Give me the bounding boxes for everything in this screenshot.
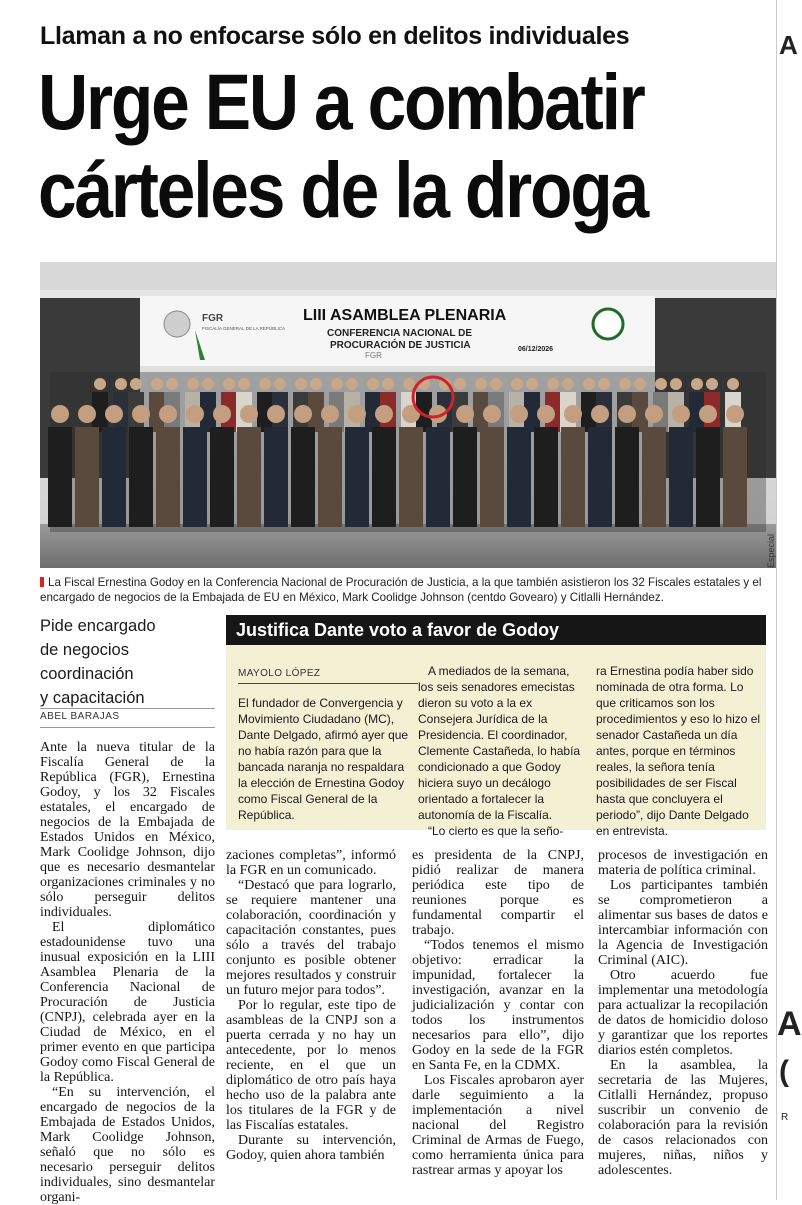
article-paragraph: Los Fiscales aprobaron ayer darle seguimiento a la implementación a nivel nacional del Registro Criminal de Armas de Fuego, como herramienta única para rastrear armas y apoyar los xyxy=(412,1073,584,1178)
person-head xyxy=(310,378,322,390)
person-figure xyxy=(696,427,720,527)
side-head-line: de negocios xyxy=(40,641,129,659)
photo-illustration xyxy=(40,262,776,568)
fgr-center-text: FGR xyxy=(365,351,382,360)
person-head xyxy=(78,405,96,423)
caption-marker xyxy=(40,577,44,587)
box-paragraph: “Lo cierto es que la seño- xyxy=(428,824,564,838)
person-head xyxy=(726,405,744,423)
box-title: Justifica Dante voto a favor de Godoy xyxy=(226,615,766,645)
person-head xyxy=(294,405,312,423)
article-column-4 xyxy=(598,848,768,1178)
person-head xyxy=(591,405,609,423)
article-paragraph: El diplomático estadounidense tuvo una inusual exposición en la LIII Asamblea Plenaria de la Conferencia Nacional de Procuración de Justicia (CNPJ), celebrada ayer en la Ciudad de México, en el primer evento en que participa Godoy como Fiscal General de la República. xyxy=(40,920,215,1085)
edge-letter: ( xyxy=(779,1055,789,1088)
person-figure xyxy=(291,427,315,527)
banner-subtitle-2: PROCURACIÓN DE JUSTICIA xyxy=(330,340,471,351)
person-figure xyxy=(237,427,261,527)
side-head-line: Pide encargado xyxy=(40,617,156,635)
person-head xyxy=(670,378,682,390)
article-column-2 xyxy=(226,848,396,1163)
kicker: Llaman a no enfocarse sólo en delitos individuales xyxy=(40,22,630,50)
person-head xyxy=(562,378,574,390)
fgr-logo-small: FISCALÍA GENERAL DE LA REPÚBLICA xyxy=(202,326,286,331)
person-head xyxy=(94,378,106,390)
person-figure xyxy=(210,427,234,527)
box-paragraph: ra Ernestina podía haber sido nominada de otra forma. Lo que criticamos son los procedimientos y eso lo hizo el senador Castañeda un día antes, porque en términos reales, la señora tenía posibilidades de ser Fiscal hasta que concluyera el periodo”, dijo Dante Delgado en entrevista. xyxy=(596,664,761,838)
byline-rule-bottom xyxy=(40,727,215,728)
person-head xyxy=(223,378,235,390)
person-head xyxy=(454,378,466,390)
person-head xyxy=(583,378,595,390)
person-figure xyxy=(183,427,207,527)
article-paragraph: Los participantes también se comprometieron a alimentar sus bases de datos e intercambiar información con la Agencia de Investigación Criminal (AIC). xyxy=(598,878,768,968)
edge-letter: A xyxy=(779,30,798,60)
person-head xyxy=(238,378,250,390)
person-figure xyxy=(642,427,666,527)
person-head xyxy=(274,378,286,390)
person-head xyxy=(331,378,343,390)
person-head xyxy=(115,378,127,390)
person-head xyxy=(655,378,667,390)
person-head xyxy=(511,378,523,390)
person-head xyxy=(105,405,123,423)
adjacent-page-edge xyxy=(776,0,802,1200)
person-head xyxy=(130,378,142,390)
person-head xyxy=(475,378,487,390)
article-paragraph: “En su intervención, el encargado de negocios de la Embajada de Estados Unidos, Mark Coolidge Johnson, señaló que no sólo es necesario perseguir delitos individuales, sino desmantelar organi- xyxy=(40,1085,215,1205)
person-figure xyxy=(453,427,477,527)
article-byline: ABEL BARAJAS xyxy=(40,711,120,722)
person-figure xyxy=(534,427,558,527)
banner-title: LIII ASAMBLEA PLENARIA xyxy=(303,307,507,324)
person-head xyxy=(645,405,663,423)
article-paragraph: Ante la nueva titular de la Fiscalía General de la República (FGR), Ernestina Godoy, y los 32 Fiscales estatales, el encargado de negocios de la Embajada de Estados Unidos en México, Mark Coolidge Johnson, dijo que es necesario desmantelar organizaciones criminales y no sólo perseguir delitos individuales. xyxy=(40,740,215,920)
person-head xyxy=(510,405,528,423)
person-head xyxy=(186,405,204,423)
box-paragraph: El fundador de Convergencia y Movimiento Ciudadano (MC), Dante Delgado, afirmó ayer que no había razón para que la bancada naranja no respaldara la elección de Ernestina Godoy como Fiscal General de la República. xyxy=(238,696,409,822)
side-head-line: coordinación xyxy=(40,665,134,683)
person-head xyxy=(727,378,739,390)
photo-caption xyxy=(40,575,780,605)
person-figure xyxy=(561,427,585,527)
person-head xyxy=(202,378,214,390)
article-column-1 xyxy=(40,740,215,1205)
person-head xyxy=(321,405,339,423)
person-head xyxy=(526,378,538,390)
box-byline: MAYOLO LÓPEZ xyxy=(238,668,321,679)
person-head xyxy=(403,378,415,390)
box-column-3 xyxy=(596,663,764,839)
box-paragraph: A mediados de la semana, los seis senadores emecistas dieron su voto a la ex Consejera Jurídica de la Presidencia. El coordinador, Clemente Castañeda, lo había condicionado a que Godoy hiciera suyo un decálogo orientado a fortalecer la autonomía de la Fiscalía. xyxy=(418,664,581,822)
seal-icon xyxy=(164,311,190,337)
person-head xyxy=(672,405,690,423)
article-paragraph: procesos de investigación en materia de política criminal. xyxy=(598,848,768,878)
cnpj-logo-icon xyxy=(593,309,623,339)
person-figure xyxy=(75,427,99,527)
caption-text: La Fiscal Ernestina Godoy en la Conferencia Nacional de Procuración de Justicia, a la que también asistieron los 32 Fiscales estatales y el encargado de negocios de la Embajada de EU en México, Mark Coolidge Johnson (centdo Govearo) y Citlalli Hernández. xyxy=(40,576,762,604)
article-paragraph: Por lo regular, este tipo de asambleas de la CNPJ son a puerta cerrada y no hay un antecedente, por lo menos reciente, en el que un diplomático de otro país haya hecho uso de la palabra ante los titulares de la FGR y de las Fiscalías estatales. xyxy=(226,998,396,1133)
person-head xyxy=(618,405,636,423)
sidebar-box xyxy=(226,615,766,838)
article-paragraph: zaciones completas”, informó la FGR en un comunicado. xyxy=(226,848,396,878)
person-head xyxy=(166,378,178,390)
person-head xyxy=(706,378,718,390)
person-head xyxy=(259,378,271,390)
person-figure xyxy=(372,427,396,527)
person-head xyxy=(159,405,177,423)
person-figure xyxy=(723,427,747,527)
banner-subtitle-1: CONFERENCIA NACIONAL DE xyxy=(327,328,473,339)
headline-line-1: Urge EU a combatir xyxy=(38,57,644,146)
person-head xyxy=(213,405,231,423)
box-column-2 xyxy=(418,663,588,839)
article-column-3 xyxy=(412,848,584,1178)
person-head xyxy=(456,405,474,423)
article-paragraph: Otro acuerdo fue implementar una metodología para actualizar la recopilación de datos de homicidio doloso y garantizar que los reportes diarios estén completos. xyxy=(598,968,768,1058)
person-figure xyxy=(480,427,504,527)
person-head xyxy=(619,378,631,390)
person-head xyxy=(295,378,307,390)
person-head xyxy=(348,405,366,423)
person-head xyxy=(537,405,555,423)
person-head xyxy=(547,378,559,390)
person-figure xyxy=(264,427,288,527)
article-paragraph: “Todos tenemos el mismo objetivo: erradicar la impunidad, fortalecer la investigación, avanzar en la judicialización y contar con todos los instrumentos necesarios para ello”, dijo Godoy en la sede de la FGR en Santa Fe, en la CDMX. xyxy=(412,938,584,1073)
person-head xyxy=(634,378,646,390)
side-story-headline xyxy=(40,614,215,710)
person-head xyxy=(598,378,610,390)
person-figure xyxy=(507,427,531,527)
person-head xyxy=(346,378,358,390)
person-figure xyxy=(426,427,450,527)
article-paragraph: En la asamblea, la secretaria de las Mujeres, Citlalli Hernández, propuso suscribir un convenio de colaboración para la revisión de casos relacionados con mujeres, niñas, niños y adolescentes. xyxy=(598,1058,768,1178)
box-byline-rule xyxy=(238,683,418,684)
person-head xyxy=(51,405,69,423)
article-paragraph: es presidenta de la CNPJ, pidió realizar de manera periódica este tipo de reuniones porque es fundamental compartir el trabajo. xyxy=(412,848,584,938)
person-head xyxy=(564,405,582,423)
side-head-line: y capacitación xyxy=(40,689,145,707)
person-figure xyxy=(129,427,153,527)
person-head xyxy=(490,378,502,390)
person-figure xyxy=(588,427,612,527)
person-head xyxy=(132,405,150,423)
headline-line-2: cárteles de la droga xyxy=(38,145,648,234)
person-head xyxy=(151,378,163,390)
edge-letter: A xyxy=(777,1005,802,1043)
person-figure xyxy=(156,427,180,527)
person-figure xyxy=(669,427,693,527)
person-head xyxy=(267,405,285,423)
banner-date: 06/12/2026 xyxy=(518,346,554,353)
photo-credit: Especial xyxy=(766,533,776,568)
person-figure xyxy=(399,427,423,527)
article-paragraph: Durante su intervención, Godoy, quien ahora también xyxy=(226,1133,396,1163)
person-figure xyxy=(48,427,72,527)
byline-rule-top xyxy=(40,708,215,709)
box-column-1 xyxy=(238,695,410,823)
article-paragraph: “Destacó que para lograrlo, se requiere mantener una colaboración, coordinación y capacitación constantes, pues sólo a través del trabajo conjunto es posible obtener mejores resultados y construir un futuro mejor para todos”. xyxy=(226,878,396,998)
person-figure xyxy=(345,427,369,527)
person-head xyxy=(699,405,717,423)
edge-letter: R xyxy=(781,1112,789,1123)
person-figure xyxy=(615,427,639,527)
fgr-logo-text: FGR xyxy=(202,313,224,324)
person-figure xyxy=(318,427,342,527)
person-figure xyxy=(102,427,126,527)
person-head xyxy=(382,378,394,390)
news-photo xyxy=(40,262,776,568)
person-head xyxy=(367,378,379,390)
person-head xyxy=(483,405,501,423)
person-head xyxy=(691,378,703,390)
person-head xyxy=(187,378,199,390)
person-head xyxy=(240,405,258,423)
headline xyxy=(38,58,689,234)
person-head xyxy=(375,405,393,423)
